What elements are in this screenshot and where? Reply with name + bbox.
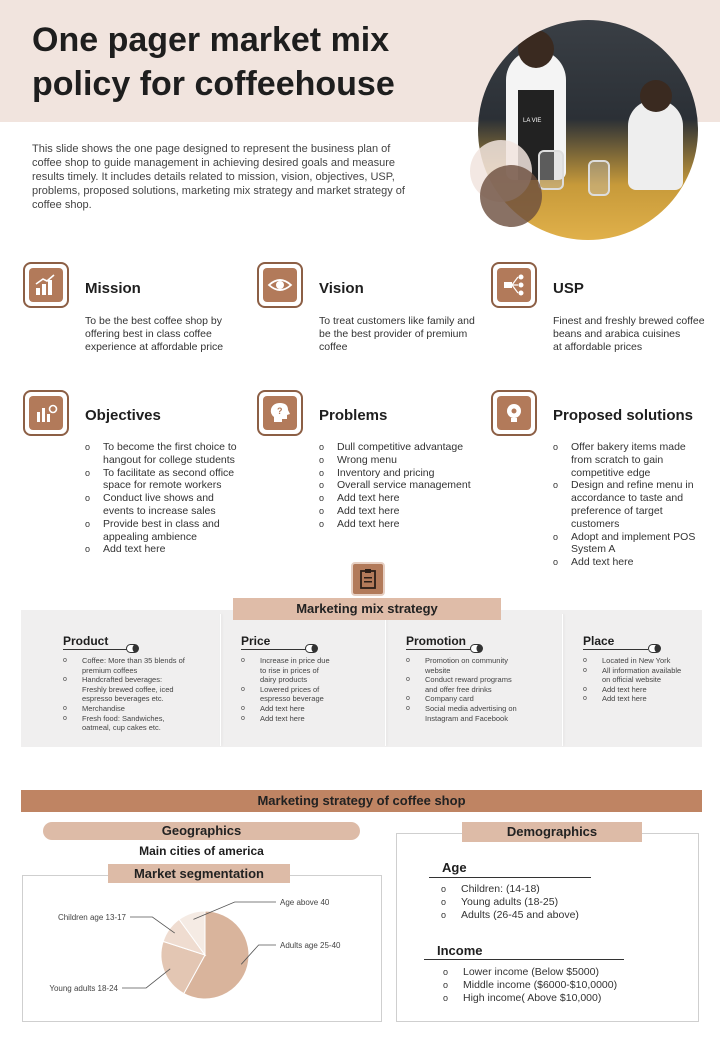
pie-leader-line	[122, 969, 170, 988]
solutions-icon-box	[491, 390, 537, 436]
age-list	[441, 883, 641, 922]
list-item: o All information available on official website	[583, 666, 683, 685]
network-icon	[497, 268, 531, 302]
usp-text	[553, 315, 713, 354]
geographics-title: Geographics	[43, 822, 360, 840]
usp-title: USP	[553, 280, 584, 297]
list-item: o Dull competitive advantage	[319, 441, 479, 454]
list-item: o Fresh food: Sandwiches, oatmeal, cup cakes etc.	[63, 714, 188, 733]
list-item: o Adopt and implement POS System A	[553, 531, 703, 557]
column-divider	[385, 614, 386, 746]
vision-text: To treat customers like family and be the best provider of premium coffee	[319, 315, 475, 353]
list-item: o Add text here	[85, 543, 240, 556]
list-item: o Add text here	[583, 694, 683, 704]
slide-description: This slide shows the one page designed to represent the business plan of coffee shop to guide management in achieving desired goals and measure results timely. It includes details related to mission, vision, objectives, USP, problems, proposed solutions, marketing mix strategy and market strategy of coffee shop.	[32, 143, 405, 211]
marketing-mix-title: Marketing mix strategy	[233, 598, 501, 620]
decorative-circle-dark	[480, 165, 542, 227]
mix-place-list	[583, 656, 683, 704]
mix-price-list	[241, 656, 336, 723]
list-item: o Merchandise	[63, 704, 188, 714]
demographics-title: Demographics	[462, 822, 642, 842]
list-item: o Coffee: More than 35 blends of premium coffees	[63, 656, 188, 675]
barista-figure-2	[628, 100, 683, 190]
usp-text-line: Finest and freshly brewed coffee beans and arabica cuisines	[553, 315, 705, 340]
objectives-icon-box	[23, 390, 69, 436]
income-list	[443, 966, 673, 1005]
list-item: o Conduct live shows and events to increase sales	[85, 492, 240, 518]
segmentation-title: Market segmentation	[108, 864, 290, 883]
list-item: o Add text here	[319, 492, 479, 505]
solutions-list	[553, 441, 703, 569]
list-item: o Add text here	[553, 556, 703, 569]
list-item: o Adults (26-45 and above)	[441, 909, 641, 922]
marketing-strategy-title: Marketing strategy of coffee shop	[21, 790, 702, 812]
bar-chart-icon	[29, 396, 63, 430]
usp-text-line: at affordable prices	[553, 341, 643, 353]
age-underline	[429, 877, 591, 878]
coffee-brewer-2	[588, 160, 610, 196]
list-item: o Add text here	[319, 518, 479, 531]
mix-place-title: Place	[583, 634, 615, 648]
lightbulb-gear-icon	[497, 396, 531, 430]
mission-title: Mission	[85, 280, 141, 297]
income-underline	[424, 959, 624, 960]
usp-icon-box	[491, 262, 537, 308]
barista-head	[518, 30, 554, 68]
list-item: o Located in New York	[583, 656, 683, 666]
list-item: o Lowered prices of espresso beverage	[241, 685, 336, 704]
mix-promotion-title: Promotion	[406, 634, 466, 648]
mission-icon-box	[23, 262, 69, 308]
pie-label: Age above 40	[280, 898, 330, 907]
list-item: o Conduct reward programs and offer free drinks	[406, 675, 526, 694]
list-item: o Inventory and pricing	[319, 467, 479, 480]
clipboard-icon	[351, 562, 385, 596]
list-item: o Young adults (18-25)	[441, 896, 641, 909]
title-line-2: policy for coffeehouse	[32, 65, 395, 103]
segmentation-pie-chart	[22, 875, 382, 1022]
page-title	[32, 18, 472, 106]
list-item: o Add text here	[241, 704, 336, 714]
objectives-list	[85, 441, 240, 556]
eye-icon	[263, 268, 297, 302]
list-item: o Add text here	[319, 505, 479, 518]
head-question-icon	[263, 396, 297, 430]
list-item: o Company card	[406, 694, 526, 704]
title-underline	[63, 649, 128, 650]
pie-label: Young adults 18-24	[49, 984, 118, 993]
coffee-brewer	[538, 150, 564, 190]
problems-icon-box	[257, 390, 303, 436]
vision-title: Vision	[319, 280, 364, 297]
objectives-title: Objectives	[85, 407, 161, 424]
list-item: o Social media advertising on Instagram and Facebook	[406, 704, 526, 723]
list-item: o Add text here	[241, 714, 336, 724]
list-item: o Handcrafted beverages: Freshly brewed coffee, iced espresso beverages etc.	[63, 675, 188, 704]
list-item: o Lower income (Below $5000)	[443, 966, 673, 979]
geographics-subtitle: Main cities of america	[139, 844, 264, 858]
list-item: o Wrong menu	[319, 454, 479, 467]
list-item: o Design and refine menu in accordance to taste and preference of target customers	[553, 479, 703, 530]
title-underline	[583, 649, 648, 650]
title-underline	[241, 649, 306, 650]
mix-product-list	[63, 656, 188, 733]
list-item: o High income( Above $10,000)	[443, 992, 673, 1005]
solutions-title: Proposed solutions	[553, 407, 694, 424]
svg-text:?: ?	[277, 406, 283, 416]
list-item: o Middle income ($6000-$10,0000)	[443, 979, 673, 992]
mix-product-title: Product	[63, 634, 109, 648]
list-item: o To facilitate as second office space for remote workers	[85, 467, 240, 493]
list-item: o To become the first choice to hangout for college students	[85, 441, 240, 467]
growth-chart-icon	[29, 268, 63, 302]
list-item: o Increase in price due to rise in prices of dairy products	[241, 656, 336, 685]
list-item: o Offer bakery items made from scratch to gain competitive edge	[553, 441, 703, 479]
problems-list	[319, 441, 479, 531]
column-divider	[562, 614, 563, 746]
list-item: o Children: (14-18)	[441, 883, 641, 896]
mix-price-title: Price	[241, 634, 271, 648]
income-title: Income	[437, 943, 483, 958]
apron-logo-text: LA VIE	[523, 118, 542, 124]
title-line-1: One pager market mix	[32, 21, 390, 59]
list-item: o Provide best in class and appealing ambience	[85, 518, 240, 544]
problems-title: Problems	[319, 407, 388, 424]
mission-text: To be the best coffee shop by offering best in class coffee experience at affordable price	[85, 315, 224, 353]
column-divider	[220, 614, 221, 746]
list-item: o Add text here	[583, 685, 683, 695]
list-item: o Promotion on community website	[406, 656, 526, 675]
mix-promotion-list	[406, 656, 526, 723]
pie-label: Children age 13-17	[57, 913, 126, 922]
list-item: o Overall service management	[319, 479, 479, 492]
vision-icon-box	[257, 262, 303, 308]
age-title: Age	[442, 860, 467, 875]
barista-head-2	[640, 80, 672, 112]
pie-label: Adults age 25-40	[280, 941, 341, 950]
